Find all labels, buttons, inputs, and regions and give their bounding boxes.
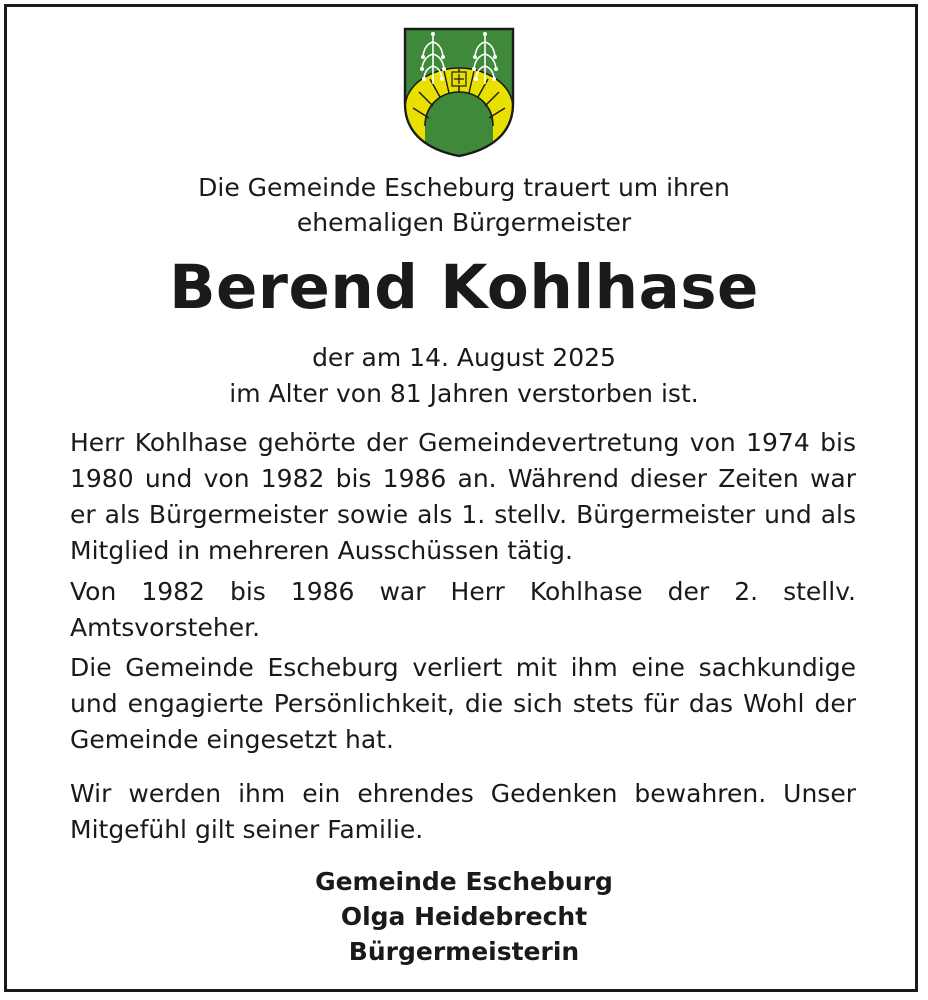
coat-of-arms-icon xyxy=(402,26,516,158)
intro-line-1: Die Gemeinde Escheburg trauert um ihren xyxy=(198,173,730,202)
paragraph-condolence: Wir werden ihm ein ehrendes Gedenken bewahren. Unser Mitgefühl gilt seiner Familie. xyxy=(70,779,856,844)
signature-organization: Gemeinde Escheburg xyxy=(315,867,613,896)
intro-line-2: ehemaligen Bürgermeister xyxy=(296,208,632,237)
signature-role: Bürgermeisterin xyxy=(348,937,580,966)
age-line: im Alter von 81 Jahren verstorben ist. xyxy=(229,379,699,408)
deceased-name: Berend Kohlhase xyxy=(169,252,759,323)
death-date-line: der am 14. August 2025 xyxy=(312,343,616,372)
signature-person: Olga Heidebrecht xyxy=(340,902,588,931)
paragraph-career: Herr Kohlhase gehörte der Gemeindevertretung von 1974 bis 1980 und von 1982 bis 1986 an. Während dieser Zeiten war er als Bürgermeister sowie als 1. stellv. Bürgermeister und als Mitglied in mehreren Ausschüssen tätig. xyxy=(70,428,856,565)
paragraph-deputy: Von 1982 bis 1986 war Herr Kohlhase der 2. stellv. Amtsvorsteher. xyxy=(70,577,856,642)
paragraph-tribute: Die Gemeinde Escheburg verliert mit ihm eine sachkundige und engagierte Persönlichkeit, die sich stets für das Wohl der Gemeinde eingesetzt hat. xyxy=(70,653,856,754)
